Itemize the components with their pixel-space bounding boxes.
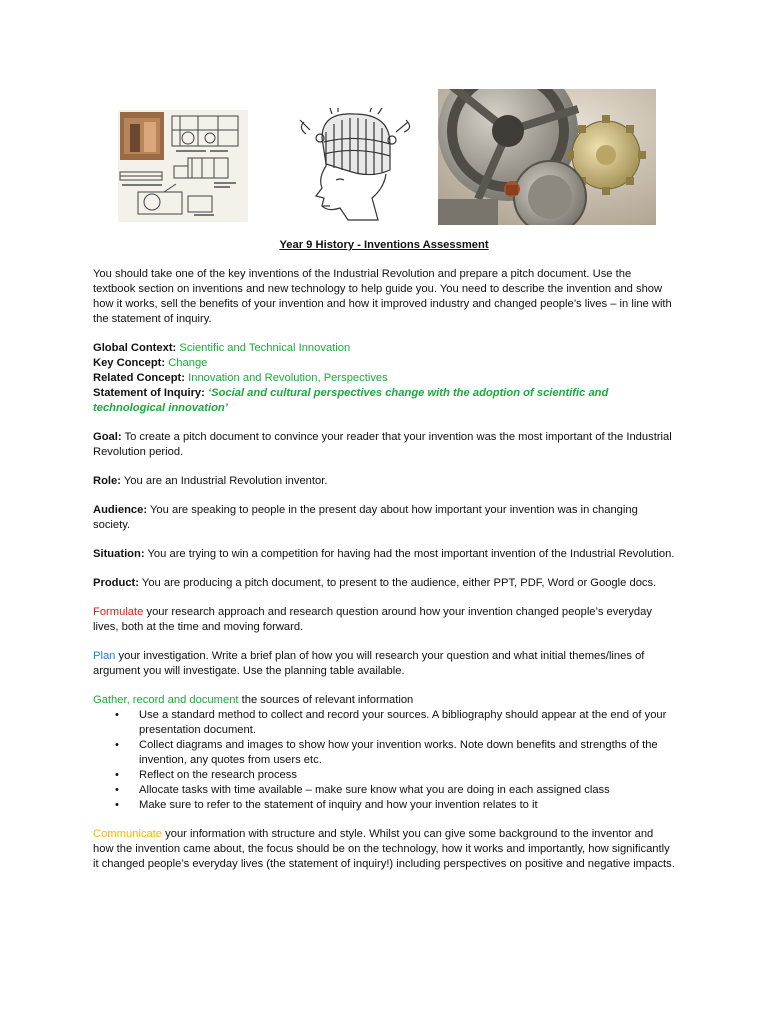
key-concept-value: Change	[168, 357, 208, 369]
goal-label: Goal:	[93, 431, 122, 443]
intro-paragraph: You should take one of the key inventions of the Industrial Revolution and prepare a pitch document. Use the textbook section on inventions and new technology to help guide you. You need to describe the invention and show how it works, sell the benefits of your invention and how it improved industry and changed people’s lives – in line with the statement of inquiry.	[93, 268, 672, 325]
product-paragraph	[93, 576, 675, 591]
situation-label: Situation:	[93, 548, 145, 560]
list-item: • Use a standard method to collect and record your sources. A bibliography should appear at the end of your presentation document.	[139, 708, 675, 738]
audience-text: You are speaking to people in the present day about how important your invention was in changing society.	[93, 504, 638, 531]
role-text: You are an Industrial Revolution inventor.	[123, 475, 328, 487]
situation-text: You are trying to win a competition for having had the most important invention of the Industrial Revolution.	[147, 548, 675, 560]
helmet-image	[292, 108, 416, 224]
goal-text: To create a pitch document to convince your reader that your invention was the most important of the Industrial Revolution period.	[93, 431, 672, 458]
formulate-label: Formulate	[93, 606, 144, 618]
list-item: • Reflect on the research process	[139, 768, 675, 783]
gears-image	[438, 89, 656, 225]
machines-image	[118, 110, 248, 222]
statement-of-inquiry-label: Statement of Inquiry:	[93, 387, 205, 399]
gather-text: the sources of relevant information	[241, 694, 414, 706]
plan-text: your investigation. Write a brief plan of how you will research your question and what initial themes/lines of argument you will investigate. Use the planning table available.	[93, 650, 645, 677]
global-context-label: Global Context:	[93, 342, 177, 354]
goal-paragraph	[93, 430, 675, 460]
list-item: • Make sure to refer to the statement of inquiry and how your invention relates to it	[139, 798, 675, 813]
related-concept-label: Related Concept:	[93, 372, 185, 384]
communicate-label: Communicate	[93, 828, 163, 840]
research-bullet-list	[93, 708, 675, 813]
related-concept-line	[93, 371, 675, 386]
document-body	[93, 238, 675, 886]
gather-paragraph	[93, 693, 675, 708]
product-text: You are producing a pitch document, to present to the audience, either PPT, PDF, Word or Google docs.	[141, 577, 657, 589]
audience-label: Audience:	[93, 504, 148, 516]
key-concept-line	[93, 356, 675, 371]
global-context-value: Scientific and Technical Innovation	[179, 342, 351, 354]
statement-of-inquiry-value: ‘Social and cultural perspectives change with the adoption of scientific and technological innovation’	[93, 387, 609, 414]
plan-paragraph	[93, 649, 675, 679]
gather-label: Gather, record and document	[93, 694, 239, 706]
audience-paragraph	[93, 503, 675, 533]
related-concept-value: Innovation and Revolution, Perspectives	[188, 372, 388, 384]
formulate-text: your research approach and research question around how your invention changed people’s everyday lives, both at the time and moving forward.	[93, 606, 652, 633]
global-context-line	[93, 341, 675, 356]
plan-label: Plan	[93, 650, 116, 662]
product-label: Product:	[93, 577, 139, 589]
communicate-text: your information with structure and style. Whilst you can give some background to the inventor and how the invention came about, the focus should be on the technology, how it works and importantly, how significantly it changed people’s everyday lives (the statement of inquiry!) including perspectives on positive and negative impacts.	[93, 828, 675, 870]
page-title: Year 9 History - Inventions Assessment	[279, 239, 489, 251]
header-images	[0, 0, 768, 240]
list-item: • Collect diagrams and images to show how your invention works. Note down benefits and strengths of the invention, any quotes from users etc.	[139, 738, 675, 768]
context-block	[93, 341, 675, 416]
role-paragraph	[93, 474, 675, 489]
communicate-paragraph	[93, 827, 675, 872]
statement-of-inquiry-line	[93, 386, 675, 416]
situation-paragraph	[93, 547, 675, 562]
list-item: • Allocate tasks with time available – make sure know what you are doing in each assigned class	[139, 783, 675, 798]
formulate-paragraph	[93, 605, 675, 635]
role-label: Role:	[93, 475, 121, 487]
key-concept-label: Key Concept:	[93, 357, 166, 369]
